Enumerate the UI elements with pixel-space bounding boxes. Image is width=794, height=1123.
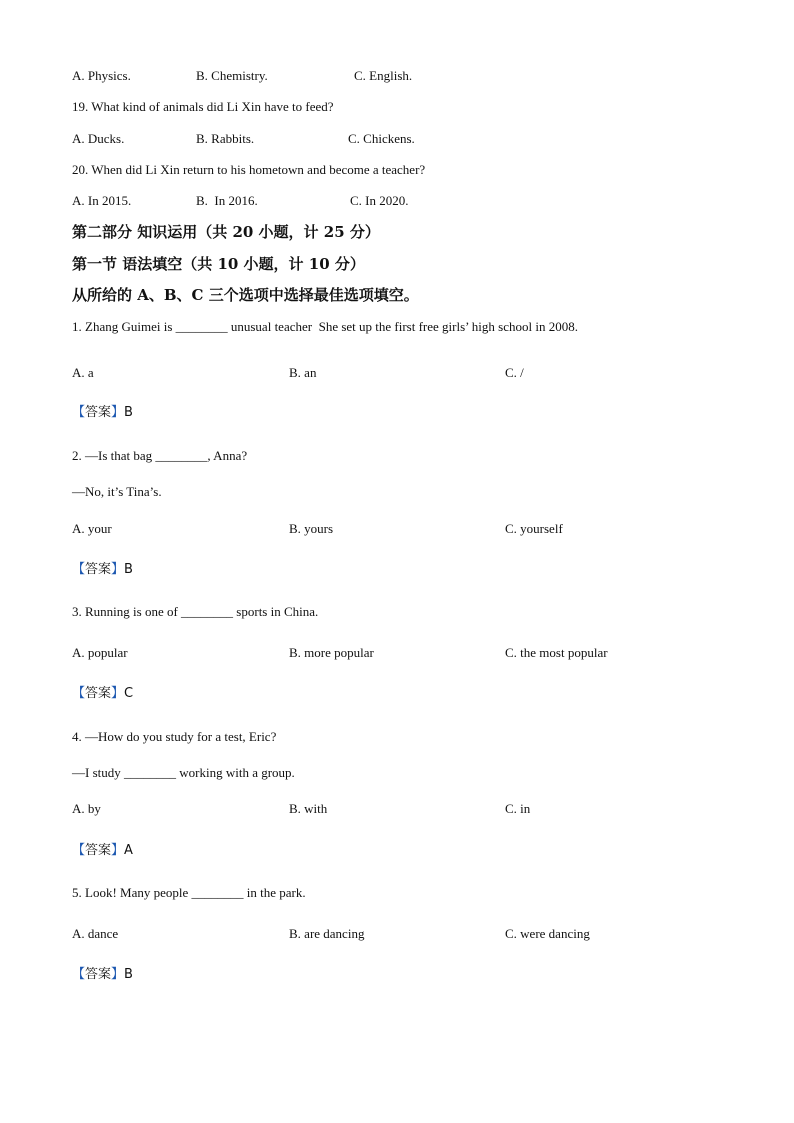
answer-bracket-close: 】 <box>111 967 125 982</box>
question-2-stem: 2. —Is that bag ________, Anna? <box>72 448 248 463</box>
question-2-option-a: A. your <box>72 521 112 536</box>
question-4-option-c: C. in <box>505 801 531 816</box>
question-3-option-b: B. more popular <box>289 645 374 660</box>
q19-option-a: A. Ducks. <box>72 131 125 146</box>
answer-bracket-close: 】 <box>111 843 125 858</box>
question-1-stem: 1. Zhang Guimei is ________ unusual teacher She set up the first free girls’ high school in 2008. <box>72 319 578 334</box>
answer-value: B <box>124 967 133 982</box>
question-4-stem: 4. —How do you study for a test, Eric? <box>72 729 277 744</box>
q18-option-b: B. Chemistry. <box>196 68 268 83</box>
answer-value: B <box>124 562 133 577</box>
answer-label: 答案 <box>85 843 112 858</box>
answer-bracket-close: 】 <box>111 686 125 701</box>
question-3-answer <box>72 686 133 702</box>
question-3-option-c: C. the most popular <box>505 645 608 660</box>
question-5-option-a: A. dance <box>72 926 119 941</box>
question-4-answer <box>72 843 133 859</box>
question-3-option-a: A. popular <box>72 645 128 660</box>
answer-value: A <box>124 843 133 858</box>
q20-option-c: C. In 2020. <box>350 193 409 208</box>
answer-label: 答案 <box>85 967 112 982</box>
answer-bracket-open: 【 <box>72 562 86 577</box>
answer-bracket-open: 【 <box>72 686 86 701</box>
question-5-stem: 5. Look! Many people ________ in the park. <box>72 885 306 900</box>
question-2-answer <box>72 562 133 578</box>
question-3-stem: 3. Running is one of ________ sports in China. <box>72 604 319 619</box>
section-subtitle: 第一节 语法填空（共 10 小题，计 10 分） <box>72 255 365 273</box>
answer-label: 答案 <box>85 405 112 420</box>
answer-label: 答案 <box>85 562 112 577</box>
question-4-reply: —I study ________ working with a group. <box>72 765 295 780</box>
q19-option-b: B. Rabbits. <box>196 131 255 146</box>
answer-value: C <box>124 686 134 701</box>
question-2-option-b: B. yours <box>289 521 334 536</box>
part-title: 第二部分 知识运用（共 20 小题，计 25 分） <box>72 223 380 241</box>
answer-label: 答案 <box>85 686 112 701</box>
answer-bracket-open: 【 <box>72 967 86 982</box>
question-5-option-c: C. were dancing <box>505 926 590 941</box>
question-2-reply: —No, it’s Tina’s. <box>72 484 162 499</box>
question-1-option-c: C. / <box>505 365 524 380</box>
q18-option-a: A. Physics. <box>72 68 131 83</box>
q19-stem: 19. What kind of animals did Li Xin have to feed? <box>72 99 334 114</box>
question-5-option-b: B. are dancing <box>289 926 365 941</box>
question-4-option-a: A. by <box>72 801 101 816</box>
q18-option-c: C. English. <box>354 68 413 83</box>
answer-bracket-close: 】 <box>111 562 125 577</box>
q20-option-a: A. In 2015. <box>72 193 132 208</box>
question-4-option-b: B. with <box>289 801 328 816</box>
q19-option-c: C. Chickens. <box>348 131 415 146</box>
answer-bracket-open: 【 <box>72 405 86 420</box>
section-instruction: 从所给的 A、B、C 三个选项中选择最佳选项填空。 <box>72 286 419 304</box>
question-1-option-a: A. a <box>72 365 94 380</box>
answer-bracket-close: 】 <box>111 405 125 420</box>
answer-value: B <box>124 405 133 420</box>
question-1-option-b: B. an <box>289 365 317 380</box>
question-1-answer <box>72 405 133 421</box>
q20-option-b: B. In 2016. <box>196 193 258 208</box>
question-2-option-c: C. yourself <box>505 521 563 536</box>
answer-bracket-open: 【 <box>72 843 86 858</box>
question-5-answer <box>72 967 133 983</box>
q20-stem: 20. When did Li Xin return to his hometown and become a teacher? <box>72 162 426 177</box>
